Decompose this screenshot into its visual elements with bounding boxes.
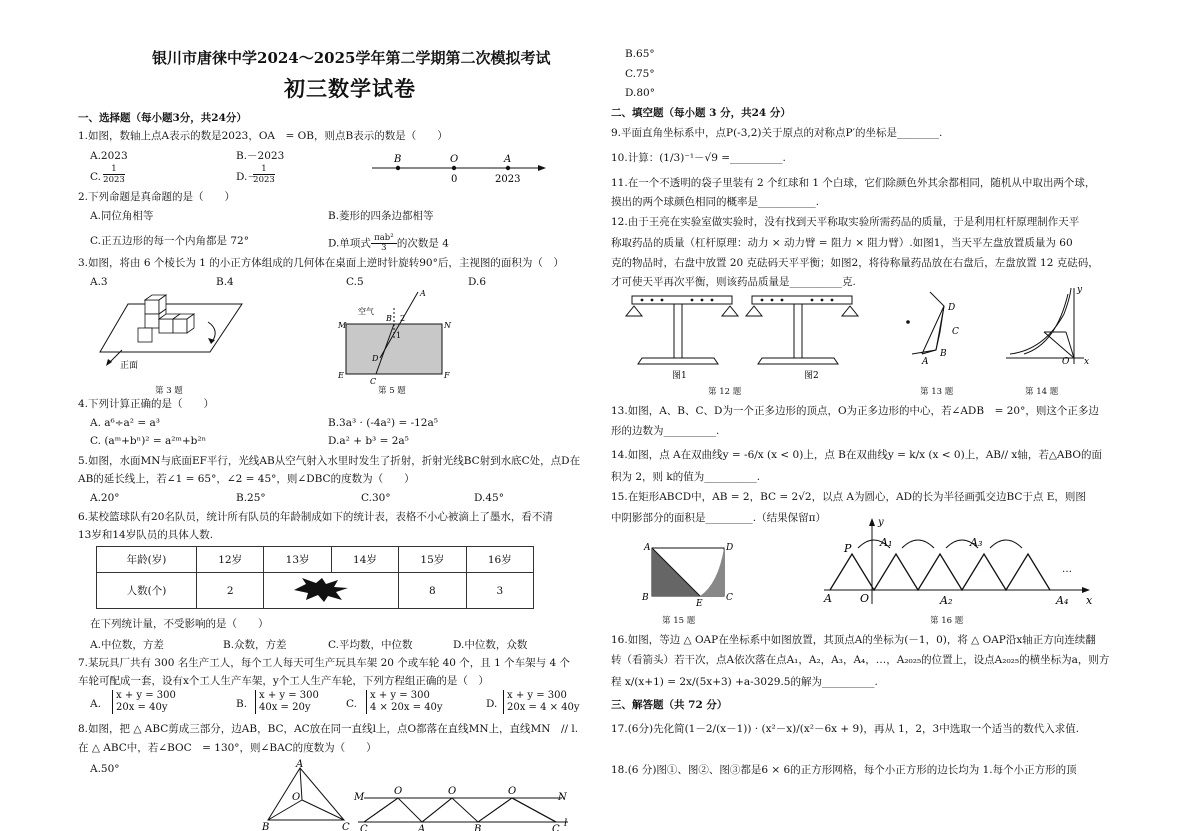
section-3-heading: 三、解答题（共 72 分）	[611, 699, 728, 711]
svg-text:A₁: A₁	[880, 536, 893, 549]
svg-text:A: A	[504, 154, 512, 165]
svg-text:A: A	[922, 357, 929, 367]
svg-text:C: C	[726, 593, 733, 603]
svg-text:C: C	[360, 824, 368, 831]
q16-caption: 第 16 题	[930, 616, 964, 626]
q7-option-c-system: x + y = 300 4 × 20x = 40y	[366, 690, 443, 714]
q5-option-b: B.25°	[236, 492, 266, 504]
svg-text:D: D	[372, 354, 379, 363]
q3-option-b: B.4	[216, 276, 234, 288]
q2-option-d: D.单项式 πab² 3 的次数是 4	[328, 233, 449, 253]
q3-option-a: A.3	[90, 276, 108, 288]
svg-text:l: l	[564, 818, 568, 829]
svg-text:A: A	[418, 824, 426, 831]
q8-option-a: A.50°	[90, 763, 120, 775]
q1-option-d-fraction: 1 2023	[253, 164, 275, 185]
svg-text:…: …	[1062, 564, 1072, 575]
q13-polygon-figure	[900, 292, 972, 367]
q2-option-c: C.正五边形的每一个内角都是 72°	[90, 235, 249, 247]
svg-text:y: y	[1077, 285, 1083, 295]
q12-text-line2: 称取药品的质量（杠杆原理：动力 × 动力臂 = 阻力 × 阻力臂）.如图1，当天平左盘放置质量为 60	[611, 237, 1073, 249]
q15-rectangle-figure	[640, 540, 736, 609]
svg-text:D: D	[948, 303, 956, 313]
q2-option-a: A.同位角相等	[90, 210, 154, 222]
svg-text:E: E	[338, 371, 344, 380]
q1-option-d: D.－	[236, 171, 258, 183]
q7-option-d-system: x + y = 300 20x = 4 × 40y	[503, 690, 580, 714]
table-row: 人数(个) 2 8 3	[97, 573, 534, 609]
q8-option-b: B.65°	[625, 48, 655, 60]
svg-text:O: O	[1062, 357, 1070, 367]
svg-text:x: x	[1084, 357, 1090, 367]
q6-option-d: D.中位数，众数	[453, 639, 528, 651]
q12-caption: 第 12 题	[708, 387, 742, 397]
q11-text-line2: 摸出的两个球颜色相同的概率是___________.	[611, 196, 820, 208]
q16-text: 16.如图，等边 △ OAP在坐标系中如图放置，其顶点A的坐标为(－1，0)，将 △ OAP沿x轴正方向连续翻	[611, 634, 1096, 646]
svg-text:P: P	[844, 542, 852, 555]
q4-stem: 4.下列计算正确的是（ ）	[78, 398, 215, 410]
q14-caption: 第 14 题	[1025, 387, 1059, 397]
q5-option-c: C.30°	[361, 492, 391, 504]
q7-stem: 7.某玩具厂共有 300 名生产工人，每个工人每天可生产玩具车架 20 个或车轮 40 个，且 1 个车架与 4 个	[78, 657, 571, 669]
q6-stem-line2: 13岁和14岁队员的具体人数.	[78, 529, 214, 541]
svg-text:D: D	[726, 543, 734, 553]
q7-option-b-system: x + y = 300 40x = 20y	[255, 690, 319, 714]
q1-option-c-fraction: 1 2023	[103, 164, 125, 185]
q10-text: 10.计算：(1/3)⁻¹－√9 =__________.	[611, 152, 786, 164]
svg-text:O: O	[448, 786, 457, 797]
q7-option-a-system: x + y = 300 20x = 40y	[112, 690, 176, 714]
q12-text-line4: 才可使天平再次平衡，则该药品质量是__________克.	[611, 276, 856, 288]
q3-option-d: D.6	[468, 276, 487, 288]
svg-text:C: C	[342, 822, 350, 831]
q7-option-d: D.	[486, 698, 498, 710]
q8-stem: 8.如图，把 △ ABC剪成三部分，边AB，BC，AC放在同一直线l上，点O都落在直线MN上，直线MN // l.	[78, 723, 579, 735]
svg-text:B: B	[940, 349, 947, 359]
q15-caption: 第 15 题	[662, 616, 696, 626]
svg-text:C: C	[952, 327, 959, 337]
ink-blot	[264, 573, 399, 609]
svg-text:O: O	[292, 792, 301, 803]
q4-option-c: C. (aᵐ+bⁿ)² = a²ᵐ+b²ⁿ	[90, 435, 207, 447]
svg-text:1: 1	[396, 331, 402, 340]
q7-option-b: B.	[236, 698, 248, 710]
q5-refraction-figure	[336, 288, 456, 386]
q4-option-a: A. a⁶÷a² = a³	[90, 417, 160, 429]
q8-option-c: C.75°	[625, 68, 655, 80]
svg-text:B: B	[262, 822, 270, 831]
section-1-heading: 一、选择题（每小题3分，共24分）	[78, 112, 247, 124]
q6-option-b: B.众数，方差	[223, 639, 287, 651]
section-2-heading: 二、填空题（每小题 3 分，共24 分）	[611, 107, 791, 119]
q2-stem: 2.下列命题是真命题的是（ ）	[78, 191, 236, 203]
svg-text:N: N	[444, 321, 451, 330]
svg-text:C: C	[552, 824, 560, 831]
svg-text:A: A	[644, 543, 651, 553]
q8-option-d: D.80°	[625, 87, 655, 99]
q6-stem: 6.某校篮球队有20名队员，统计所有队员的年龄制成如下的统计表，表格不小心被滴上了墨水，看不清	[78, 511, 553, 523]
svg-text:O: O	[394, 786, 403, 797]
q3-cubes-figure	[100, 292, 250, 372]
q14-text-line2: 积为 2，则 k的值为__________.	[611, 471, 761, 483]
svg-text:C: C	[370, 377, 377, 386]
svg-text:图2: 图2	[804, 371, 819, 381]
q1-option-b: B.－2023	[236, 150, 285, 162]
q8-stem-line2: 在 △ ABC中，若∠BOC = 130°，则∠BAC的度数为（ ）	[78, 742, 377, 754]
svg-text:B: B	[474, 824, 482, 831]
q6-age-table	[96, 546, 534, 609]
svg-text:x: x	[1086, 594, 1093, 607]
q16-flipping-triangle-figure	[820, 514, 1100, 606]
number-line-figure	[370, 150, 550, 190]
table-row: 年龄(岁) 12岁 13岁 14岁 15岁 16岁	[97, 547, 534, 573]
svg-text:A₃: A₃	[970, 536, 983, 549]
svg-text:B: B	[642, 593, 649, 603]
q12-text-line3: 克的物品时，右盘中放置 20 克砝码天平平衡；如图2，将待称量药品放在右盘后，左盘放置 12 克砝码，	[611, 257, 1099, 269]
q6-ask: 在下列统计量，不受影响的是（ ）	[90, 618, 269, 630]
q1-stem: 1.如图，数轴上点A表示的数是2023，OA = OB，则点B表示的数是（ ）	[78, 130, 448, 142]
q3-stem: 3.如图，将由 6 个棱长为 1 的小正方体组成的几何体在桌面上逆时针旋转90°后，主视图的面积为（ ）	[78, 257, 564, 269]
q13-text-line2: 形的边数为__________.	[611, 425, 720, 437]
q5-option-d: D.45°	[474, 492, 504, 504]
svg-text:E: E	[696, 599, 703, 609]
svg-text:空气: 空气	[358, 307, 374, 316]
svg-text:F: F	[444, 371, 450, 380]
svg-text:N: N	[558, 792, 567, 803]
q7-stem-line2: 车轮可配成一套，设有x个工人生产车架，y个工人生产车轮，下列方程组正确的是（ ）	[78, 675, 489, 687]
svg-text:B: B	[394, 154, 402, 165]
svg-text:O: O	[450, 154, 459, 165]
q4-option-d: D.a² + b³ = 2a⁵	[328, 435, 409, 447]
svg-text:正面: 正面	[120, 361, 139, 371]
q5-stem: 5.如图，水面MN与底面EF平行，光线AB从空气射入水里时发生了折射，折射光线BC射到水底C处，点D在	[78, 455, 581, 467]
svg-text:M: M	[354, 792, 365, 803]
svg-text:B: B	[386, 314, 392, 323]
svg-text:O: O	[860, 592, 870, 605]
svg-text:0: 0	[451, 174, 458, 185]
q4-option-b: B.3a³ · (-4a²) = -12a⁵	[328, 417, 438, 429]
q16-text-line3: 程 x/(x+1) = 2x/(5x+3) +a-3029.5的解为__________.	[611, 676, 878, 688]
svg-text:A: A	[296, 759, 304, 770]
q14-text: 14.如图，点 A在双曲线y = -6/x (x < 0)上，点 B在双曲线y = k/x (x < 0)上，AB// x轴，若△ABO的面	[611, 449, 1103, 461]
q8-triangle-figure	[262, 759, 572, 831]
svg-text:2023: 2023	[495, 174, 521, 185]
svg-text:M: M	[338, 321, 347, 330]
q5-stem-line2: AB的延长线上，若∠1 = 65°，∠2 = 45°，则∠DBC的度数为（ ）	[78, 473, 415, 485]
exam-subtitle: 初三数学试卷	[284, 76, 416, 101]
q3-caption: 第 3 题	[155, 386, 183, 396]
q7-option-c: C.	[346, 698, 357, 710]
q5-option-a: A.20°	[90, 492, 120, 504]
q18-text: 18.(6 分)图①、图②、图③都是6 × 6的正方形网格，每个小正方形的边长均为 1.每个小正方形的顶	[611, 764, 1077, 776]
q1-option-c: C.	[90, 171, 101, 183]
q3-option-c: C.5	[346, 276, 364, 288]
q7-option-a: A.	[90, 698, 101, 710]
svg-text:y: y	[878, 517, 884, 528]
q6-option-a: A.中位数，方差	[90, 639, 164, 651]
exam-title: 银川市唐徕中学2024～2025学年第二学期第二次模拟考试	[152, 49, 551, 67]
svg-text:A₄: A₄	[1056, 594, 1069, 607]
q15-text-line2: 中阴影部分的面积是_________.（结果保留π）	[611, 512, 826, 524]
svg-text:O: O	[508, 786, 517, 797]
q2-option-b: B.菱形的四条边都相等	[328, 210, 434, 222]
q12-balance-figures	[622, 292, 874, 382]
svg-text:A: A	[824, 592, 832, 605]
q13-text: 13.如图，A、B、C、D为一个正多边形的顶点，O为正多边形的中心，若∠ADB = 20°，则这个正多边	[611, 405, 1099, 417]
q9-text: 9.平面直角坐标系中，点P(-3,2)关于原点的对称点P′的坐标是________.	[611, 127, 943, 139]
q15-text: 15.在矩形ABCD中，AB = 2，BC = 2√2，以点 A为圆心，AD的长为半径画弧交边BC于点 E，则图	[611, 491, 1086, 503]
svg-text:A₂: A₂	[940, 594, 953, 607]
q16-text-line2: 转（看箭头）若干次，点A依次落在点A₁，A₂，A₃，A₄，…，A₂₀₂₅的位置上，设点A₂₀₂₅的横坐标为a，则方	[611, 654, 1110, 666]
q13-caption: 第 13 题	[920, 387, 954, 397]
q17-text: 17.(6分)先化简(1－2/(x－1)) · (x²－x)/(x²－6x + 9)，再从 1，2，3中选取一个适当的数代入求值.	[611, 723, 1080, 735]
svg-text:图1: 图1	[672, 371, 687, 381]
q12-text: 12.由于王亮在实验室做实验时，没有找到天平称取实验所需药品的质量，于是利用杠杆原理制作天平	[611, 216, 1080, 228]
svg-text:A: A	[420, 289, 426, 298]
q5-caption: 第 5 题	[378, 386, 406, 396]
svg-text:2: 2	[400, 314, 406, 323]
q6-option-c: C.平均数，中位数	[328, 639, 413, 651]
q1-option-a: A.2023	[90, 150, 128, 162]
q11-text: 11.在一个不透明的袋子里装有 2 个红球和 1 个白球，它们除颜色外其余都相同，随机从中取出两个球，	[611, 177, 1096, 189]
q14-hyperbola-figure	[1004, 284, 1090, 366]
